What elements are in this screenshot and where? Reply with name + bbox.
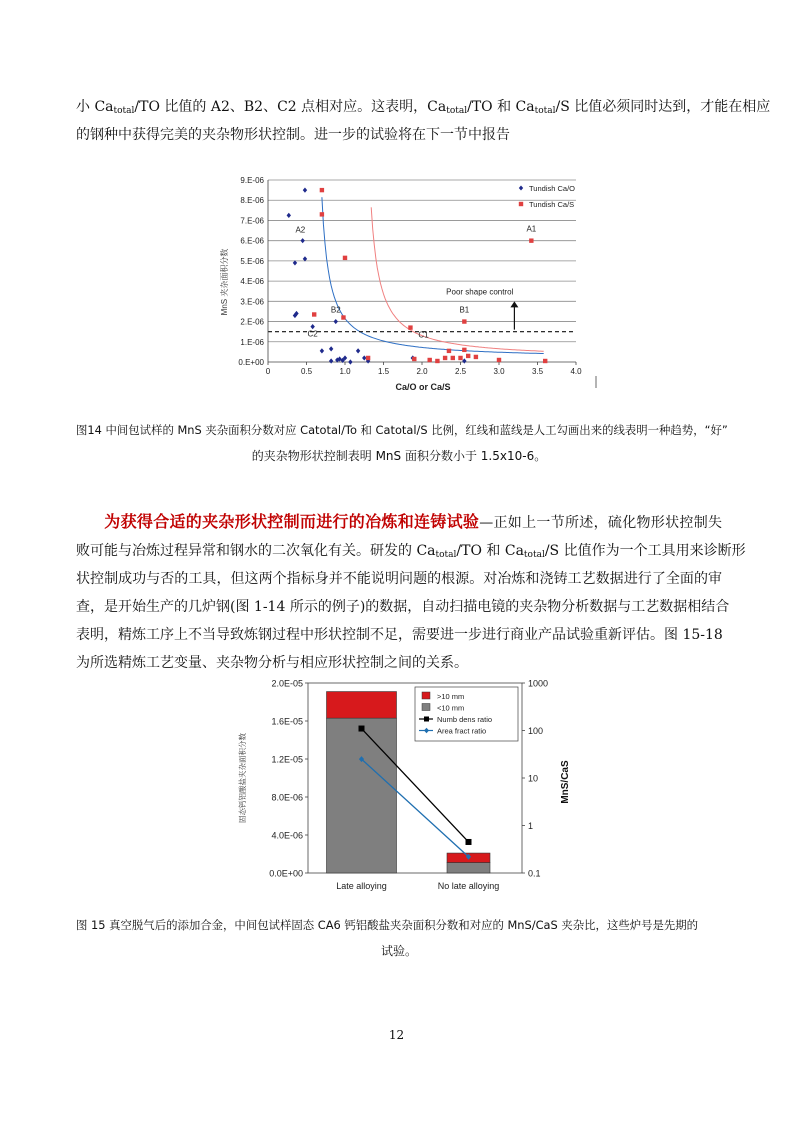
f14-point-ca-s — [474, 355, 478, 359]
f14-point-ca-s — [428, 358, 432, 362]
figure-14-scatter-chart — [200, 172, 610, 404]
f14-point-ca-o — [334, 319, 338, 324]
f15-y2-tick-label: 1000 — [528, 678, 549, 689]
f14-y-tick-label: 0.E+00 — [238, 358, 264, 367]
f14-x-axis-label: Ca/O or Ca/S — [395, 382, 451, 392]
f14-point-ca-s — [343, 256, 347, 260]
f14-y-tick-label: 7.E-06 — [240, 216, 264, 226]
main-line-4: 查，是开始生产的几炉钢(图 1-14 所示的例子)的数据，自动扫描电镜的夹杂物分析数据与工艺数据相结合 — [76, 599, 730, 615]
f14-annotation: B2 — [330, 305, 341, 315]
main-paragraph — [76, 508, 746, 677]
intro-line-2: 的钢种中获得完美的夹杂物形状控制。进一步的试验将在下一节中报告 — [76, 127, 510, 143]
f15-bar-segment — [447, 863, 490, 873]
f14-point-ca-s — [435, 359, 439, 363]
f14-point-ca-s — [462, 319, 466, 323]
f14-point-ca-o — [320, 348, 324, 353]
fig15-caption-line-2: 试验。 — [380, 944, 417, 958]
f14-point-ca-s — [466, 354, 470, 358]
fig15-caption-line-1: 图 15 真空脱气后的添加合金，中间包试样固态 CA6 钙铝酸盐夹杂面积分数和对应的 MnS/CaS 夹杂比，这些炉号是先期的 — [76, 918, 699, 932]
f15-y-tick-label: 0.0E+00 — [269, 868, 303, 879]
f14-point-ca-o — [303, 188, 307, 193]
f14-x-tick-label: 0.5 — [300, 367, 313, 376]
f15-legend-label: <10 mm — [437, 703, 465, 713]
f15-y2-axis-label: MnS/CaS — [560, 760, 571, 804]
f14-y-tick-label: 2.E-06 — [240, 317, 264, 327]
f15-legend-marker — [424, 717, 429, 722]
f14-legend-label: Tundish Ca/S — [529, 200, 575, 209]
intro-line-1: 小 $Ca_{total}/TO$ 比值的 A2、B2、C2 点相对应。这表明，$Ca_{total}/TO$ 和 $Ca_{total}/S$ 比值必须同时达到，才能在相应 — [76, 99, 771, 116]
f15-ratio-marker — [466, 839, 472, 845]
f14-point-ca-o — [356, 348, 360, 353]
f14-y-tick-label: 5.E-06 — [240, 256, 264, 266]
f14-arrow-head — [510, 301, 518, 307]
f14-point-ca-s — [320, 188, 324, 192]
f15-category-label: Late alloying — [336, 881, 387, 891]
f14-point-ca-o — [287, 213, 291, 218]
intro-paragraph — [76, 93, 771, 149]
f15-y-tick-label: 8.0E-06 — [271, 792, 303, 803]
main-line-5: 表明，精炼工序上不当导致炼钢过程中形状控制不足，需要进一步进行商业产品试验重新评估。图 15-18 — [76, 627, 723, 643]
f14-legend-marker-ca-o — [519, 186, 523, 191]
f15-y2-tick-label: 1 — [528, 821, 534, 831]
f15-y-axis-label: 固态钙铝酸盐夹杂面积分数 — [238, 733, 247, 823]
f15-bar-segment — [327, 718, 397, 873]
f15-legend-swatch — [422, 704, 430, 711]
figure-15-caption — [76, 912, 722, 964]
f15-y2-tick-label: 0.1 — [528, 868, 541, 879]
f14-red-trend-curve — [371, 207, 544, 351]
f14-x-tick-label: 1.5 — [377, 367, 390, 376]
f14-x-tick-label: 3.0 — [493, 367, 505, 376]
f14-annotation: B1 — [459, 305, 470, 315]
page-number: 12 — [388, 1028, 405, 1042]
f14-y-tick-label: 9.E-06 — [240, 176, 264, 185]
f14-point-ca-s — [451, 356, 455, 360]
f15-y2-tick-label: 100 — [528, 726, 544, 736]
f15-category-label: No late alloying — [437, 881, 500, 891]
main-line-1: 为获得合适的夹杂形状控制而进行的冶炼和连铸试验—正如上一节所述，硫化物形状控制失 — [104, 512, 722, 531]
f14-y-tick-label: 8.E-06 — [240, 196, 264, 206]
f14-x-tick-label: 3.5 — [531, 367, 544, 376]
f14-point-ca-s — [341, 315, 345, 319]
f14-y-tick-label: 4.E-06 — [240, 277, 264, 287]
f14-y-tick-label: 6.E-06 — [240, 236, 264, 246]
f14-point-ca-o — [462, 358, 466, 363]
f14-annotation: Poor shape control — [446, 287, 514, 297]
f14-point-ca-o — [300, 238, 304, 243]
f15-y2-tick-label: 10 — [528, 773, 539, 784]
fig14-caption-line-2: 的夹杂物形状控制表明 MnS 面积分数小于 1.5x10-6。 — [251, 449, 547, 463]
f14-annotation: C2 — [307, 329, 318, 339]
f15-y-tick-label: 1.2E-05 — [271, 754, 303, 765]
f14-x-tick-label: 0 — [265, 367, 271, 376]
main-line-3: 状控制成功与否的工具，但这两个指标身并不能说明问题的根源。对冶炼和浇铸工艺数据进行了全面的审 — [76, 571, 722, 587]
f14-annotations — [295, 225, 536, 340]
f14-point-ca-s — [320, 212, 324, 216]
f14-y-tick-label: 1.E-06 — [240, 337, 264, 347]
f15-legend — [415, 687, 518, 741]
f14-x-tick-label: 4.0 — [570, 367, 582, 376]
f14-y-tick-label: 3.E-06 — [240, 297, 264, 307]
f14-point-ca-o — [329, 358, 333, 363]
f14-annotation: C1 — [418, 330, 429, 340]
f14-legend-marker-ca-s — [519, 202, 523, 206]
f14-point-ca-s — [443, 356, 447, 360]
f14-point-ca-o — [310, 324, 314, 329]
f14-y-axis-label: MnS 夹杂面积分数 — [220, 248, 229, 316]
f14-point-ca-s — [462, 348, 466, 352]
f14-point-ca-o — [362, 355, 366, 360]
f14-point-ca-s — [312, 312, 316, 316]
f14-point-ca-o — [329, 346, 333, 351]
figure-15-bar-line-chart — [232, 674, 592, 898]
f15-bar-segment — [327, 692, 397, 719]
f15-ratio-marker — [359, 726, 365, 732]
f15-y-tick-label: 1.6E-05 — [271, 716, 303, 727]
f14-legend — [519, 184, 575, 209]
f14-annotation: A2 — [295, 225, 306, 235]
f14-point-ca-s — [529, 238, 533, 242]
f14-point-ca-s — [366, 356, 370, 360]
f14-point-ca-s — [447, 349, 451, 353]
main-line-6: 为所选精炼工艺变量、夹杂物分析与相应形状控制之间的关系。 — [76, 655, 468, 671]
f14-point-ca-s — [458, 356, 462, 360]
fig14-caption-line-1: 图14 中间包试样的 MnS 夹杂面积分数对应 Catotal/To 和 Catotal/S 比例，红线和蓝线是人工勾画出来的线表明一种趋势，“好” — [76, 423, 728, 437]
f14-x-tick-label: 1.0 — [339, 367, 351, 376]
section-heading: 为获得合适的夹杂形状控制而进行的冶炼和连铸试验 — [104, 512, 480, 531]
f15-legend-label: >10 mm — [437, 692, 465, 701]
figure-14-caption — [76, 417, 728, 469]
f14-annotation: A1 — [526, 224, 537, 234]
f14-point-ca-s — [497, 358, 501, 362]
f15-legend-label: Numb dens ratio — [437, 715, 493, 724]
f15-y-tick-label: 2.0E-05 — [271, 678, 303, 689]
f14-point-ca-s — [408, 325, 412, 329]
f14-legend-label: Tundish Ca/O — [529, 184, 575, 193]
f15-y-tick-label: 4.0E-06 — [271, 830, 303, 841]
f14-point-ca-s — [543, 359, 547, 363]
f15-legend-swatch — [422, 692, 430, 699]
f14-point-ca-o — [348, 359, 352, 364]
main-line-2: 败可能与冶炼过程异常和钢水的二次氧化有关。研发的 $Ca_{total}/TO$ 和 $Ca_{total}/S$ 比值作为一个工具用来诊断形 — [76, 543, 746, 560]
f14-point-ca-s — [412, 357, 416, 361]
f14-data-points — [287, 188, 548, 365]
f14-x-tick-label: 2.0 — [416, 367, 428, 376]
f14-x-tick-label: 2.5 — [454, 367, 467, 376]
f15-legend-label: Area fract ratio — [437, 726, 487, 736]
